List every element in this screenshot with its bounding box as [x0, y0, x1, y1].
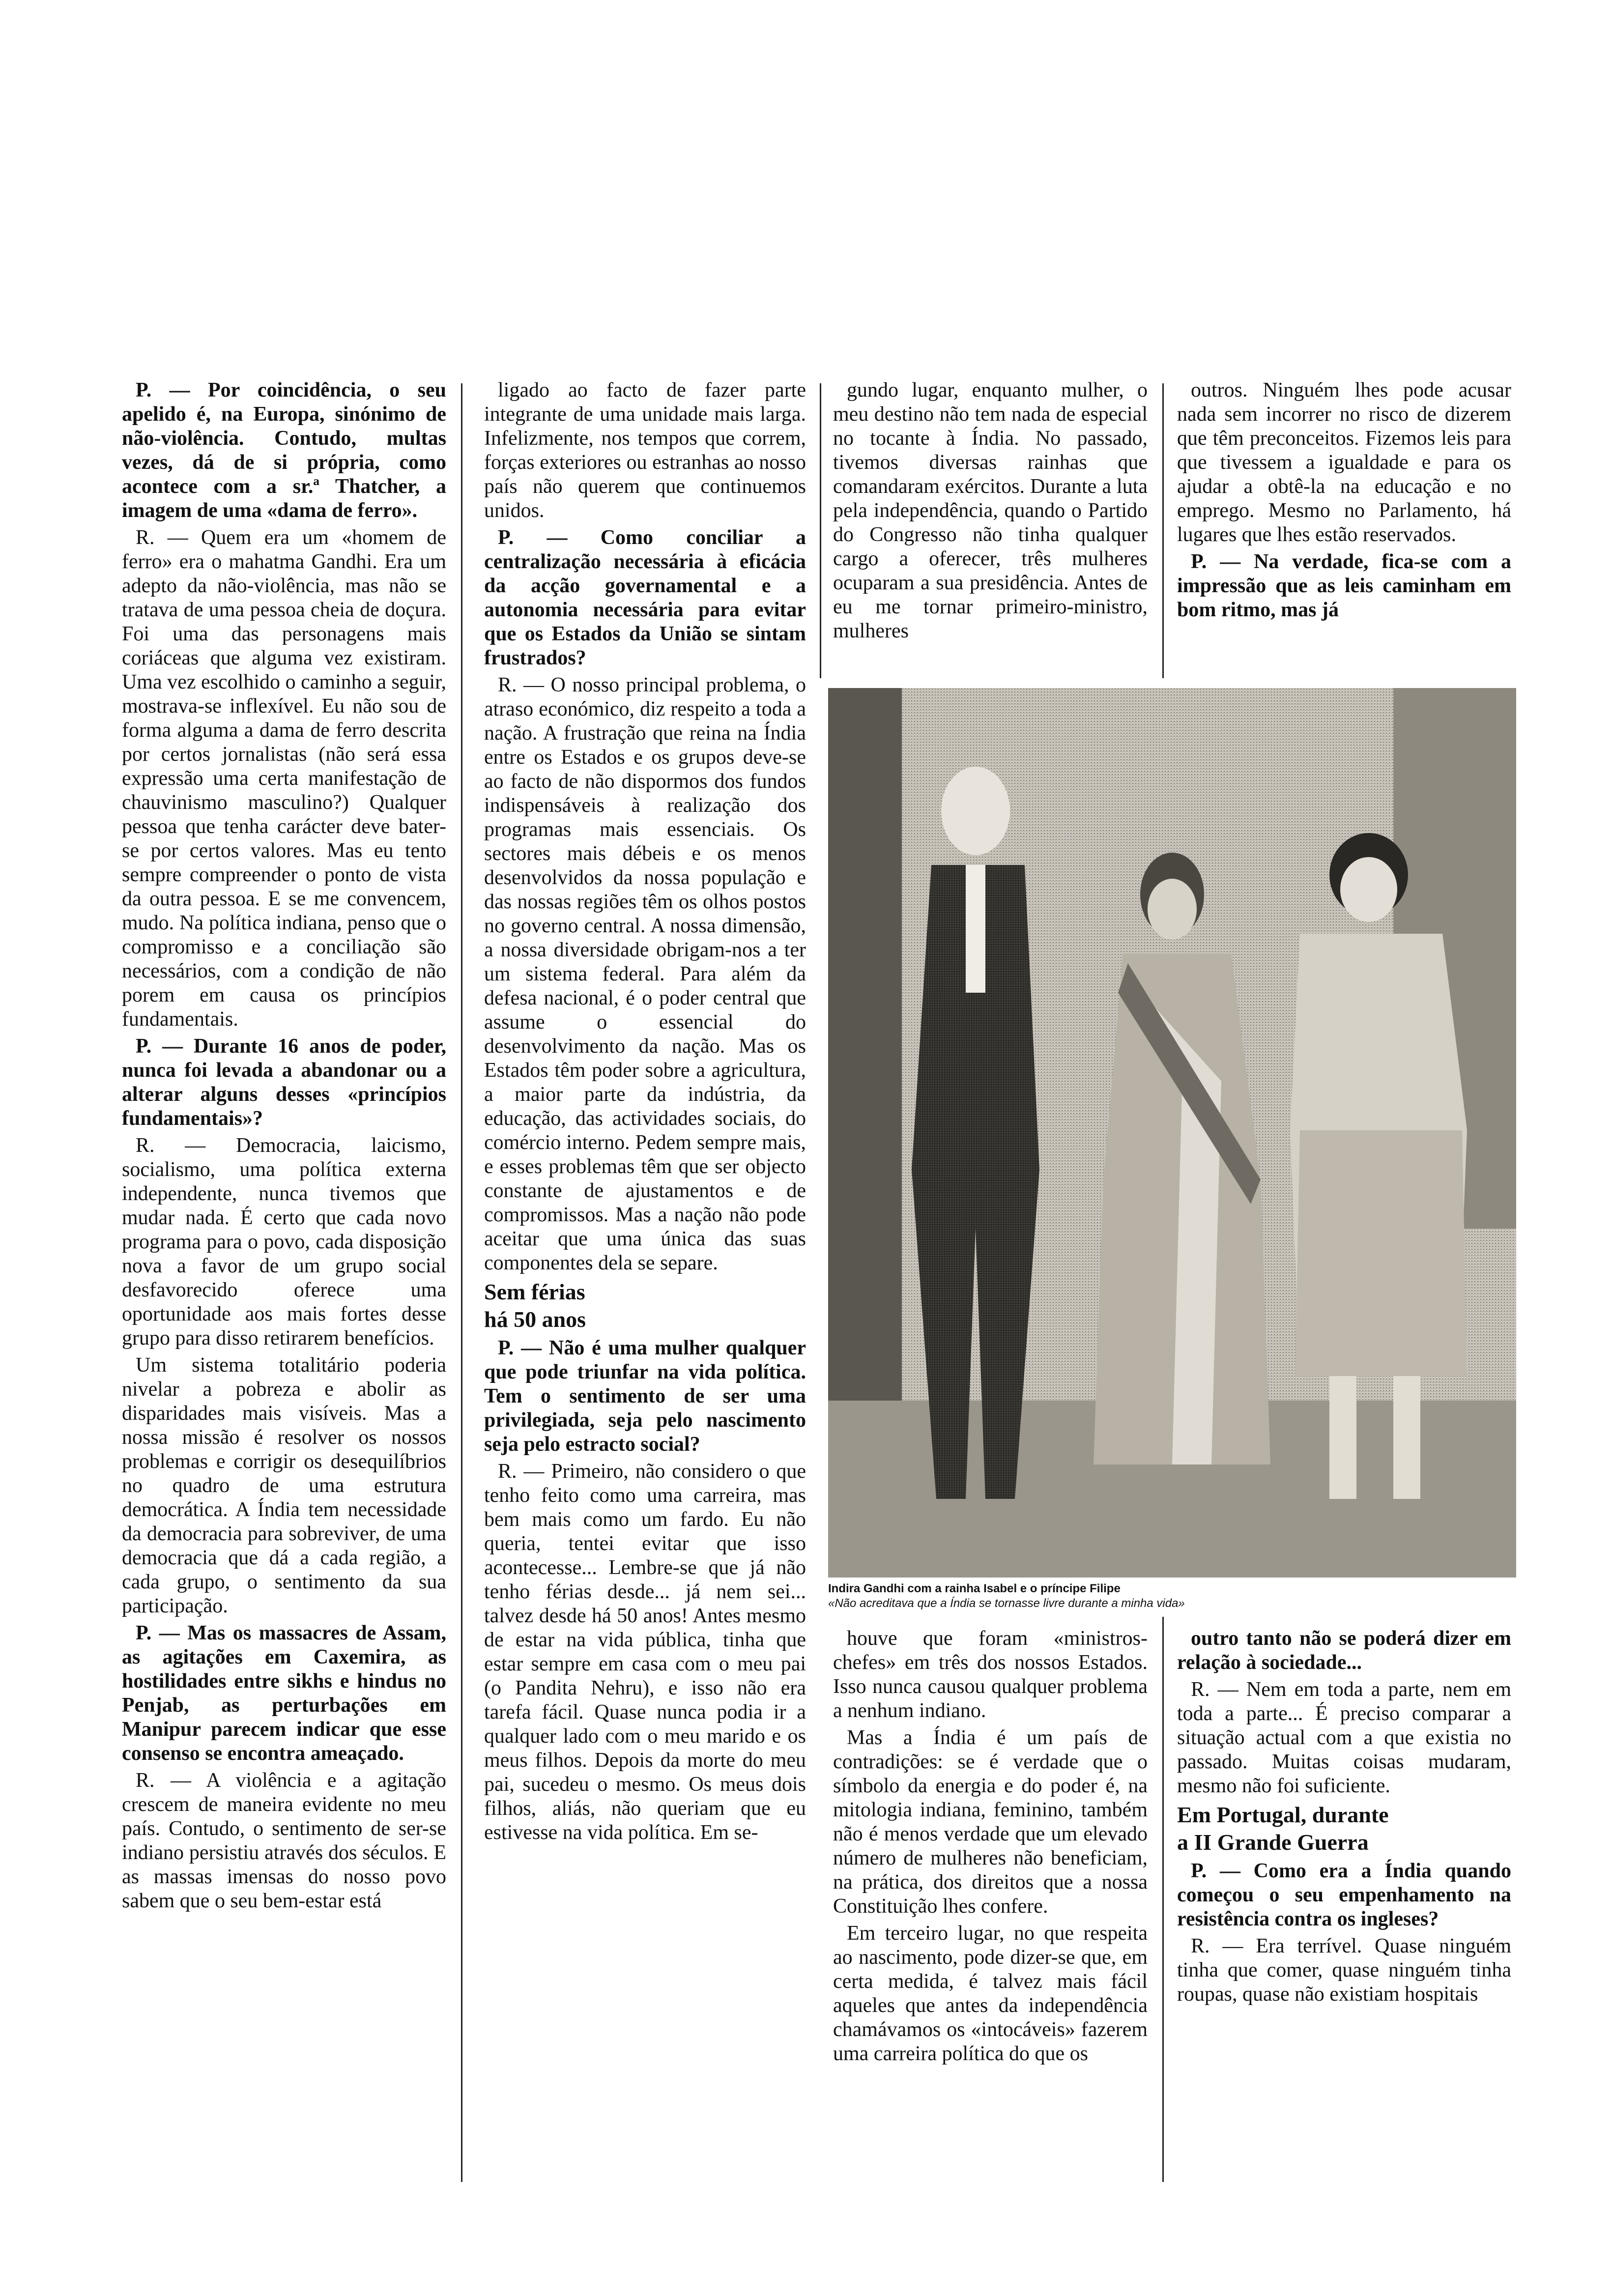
column-rule-2	[820, 383, 821, 678]
answer-paragraph: Um sistema totalitário poderia nivelar a pobreza e abolir as disparidades mais visíveis. Mas a nossa missão é resolver os nossos problemas e corrigir os desequilíbrios no quadro de uma estrutura democrática. A Índia tem necessidade da democracia para sobreviver, de uma democracia que dá a cada região, a cada grupo, o sentimento da sua participação.	[122, 1354, 446, 1617]
answer-paragraph: Mas a Índia é um país de contradições: se é verdade que o símbolo da energia e do poder é, na mitologia indiana, feminino, também não é menos verdade que um elevado número de mulheres não beneficiam, na prática, dos direitos que a nossa Constituição lhes confere.	[833, 1726, 1148, 1918]
article-column-3	[833, 378, 1148, 646]
section-subheading: Em Portugal, durante a II Grande Guerra	[1177, 1802, 1389, 1855]
article-column-4-lower	[1177, 1627, 1511, 2009]
article-column-3-lower	[833, 1627, 1148, 2069]
answer-paragraph: R. — Era terrível. Quase ninguém tinha que comer, quase ninguém tinha roupas, quase não existiam hospitais	[1177, 1935, 1511, 2006]
question-paragraph: outro tanto não se poderá dizer em relação à sociedade...	[1177, 1627, 1511, 1674]
answer-paragraph: R. — O nosso principal problema, o atraso económico, diz respeito a toda a nação. A frustração que reina na Índia entre os Estados e os grupos deve-se ao facto de não dispormos dos fundos indispensáveis à realização dos programas mais essenciais. Os sectores mais débeis e os menos desenvolvidos da nossa população e das nossas regiões têm os olhos postos no governo central. A nossa dimensão, a nossa diversidade obrigam-nos a ter um sistema federal. Para além da defesa nacional, é o poder central que assume o essencial do desenvolvimento da nação. Mas os Estados têm poder sobre a agricultura, a maior parte da indústria, da educação, das actividades sociais, do comércio interno. Pedem sempre mais, e esses problemas têm que ser objecto constante de ajustamentos e de compromissos. Mas a nação não pode aceitar que uma única das suas componentes dela se separe.	[484, 674, 806, 1274]
answer-paragraph: gundo lugar, enquanto mulher, o meu destino não tem nada de especial no tocante à Índia. No passado, tivemos diversas rainhas que comandaram exércitos. Durante a luta pela independência, quando o Partido do Congresso não tinha qualquer cargo a oferecer, três mulheres ocuparam a sua presidência. Antes de eu me tornar primeiro-ministro, mulheres	[833, 379, 1148, 642]
question-paragraph: P. — Na verdade, fica-se com a impressão que as leis caminham em bom ritmo, mas já	[1177, 550, 1511, 621]
caption-line-1: Indira Gandhi com a rainha Isabel e o príncipe Filipe	[828, 1582, 1121, 1595]
article-column-4	[1177, 378, 1511, 625]
article-column-1	[122, 378, 446, 1916]
photo-frame	[828, 688, 1516, 1578]
column-rule-4	[1162, 1617, 1164, 2182]
answer-paragraph: R. — Nem em toda a parte, nem em toda a parte... É preciso comparar a situação actual com a que existia no passado. Muitas coisas mudaram, mesmo não foi suficiente.	[1177, 1678, 1511, 1797]
question-paragraph: P. — Mas os massacres de Assam, as agitações em Caxemira, as hostilidades entre sikhs e hindus no Penjab, as perturbações em Manipur parecem indicar que esse consenso se encontra ameaçado.	[122, 1622, 446, 1765]
answer-paragraph: R. — Quem era um «homem de ferro» era o mahatma Gandhi. Era um adepto da não-violência, mas não se tratava de uma pessoa cheia de doçura. Foi uma das personagens mais coriáceas que alguma vez existiram. Uma vez escolhido o caminho a seguir, mostrava-se inflexível. Eu não sou de forma alguma a dama de ferro descrita por certos jornalistas (não será essa expressão uma certa manifestação de chauvinismo masculino?) Qualquer pessoa que tenha carácter deve bater-se por certos valores. Mas eu tento sempre compreender o ponto de vista da outra pessoa. E se me convencem, mudo. Na política indiana, penso que o compromisso e a conciliação são necessários, com a condição de não porem em causa os princípios fundamentais.	[122, 526, 446, 1031]
answer-paragraph: R. — A violência e a agitação crescem de maneira evidente no meu país. Contudo, o sentimento de ser-se indiano persistiu através dos séculos. E as massas imensas do nosso povo sabem que o seu bem-estar está	[122, 1769, 446, 1912]
answer-paragraph: ligado ao facto de fazer parte integrante de uma unidade mais larga. Infelizmente, nos tempos que correm, forças exteriores ou estranhas ao nosso país não querem que continuemos unidos.	[484, 379, 806, 522]
question-paragraph: P. — Como era a Índia quando começou o seu empenhamento na resistência contra os ingleses?	[1177, 1860, 1511, 1930]
column-rule-3	[1162, 383, 1164, 678]
answer-paragraph: R. — Democracia, laicismo, socialismo, uma política externa independente, nunca tivemos que mudar nada. É certo que cada novo programa para o povo, cada disposição nova a favor de um grupo social desfavorecido oferece uma oportunidade aos mais fortes desse grupo para disso retirarem benefícios.	[122, 1134, 446, 1349]
photo-caption	[828, 1581, 1516, 1611]
photo-indira-gandhi-queen-prince	[828, 688, 1516, 1578]
article-column-2	[484, 378, 806, 1848]
section-subheading: Sem férias há 50 anos	[484, 1279, 586, 1332]
answer-paragraph: Em terceiro lugar, no que respeita ao nascimento, pode dizer-se que, em certa medida, é talvez mais fácil aqueles que antes da independência chamávamos os «intocáveis» fazerem uma carreira política do que os	[833, 1922, 1148, 2065]
question-paragraph: P. — Durante 16 anos de poder, nunca foi levada a abandonar ou a alterar alguns desses «princípios fundamentais»?	[122, 1035, 446, 1130]
answer-paragraph: R. — Primeiro, não considero o que tenho feito como uma carreira, mas bem mais como um fardo. Eu não queria, tentei evitar que isso acontecesse... Lembre-se que já não tenho férias desde... já nem sei... talvez desde há 50 anos! Antes mesmo de estar na vida pública, tinha que estar sempre em casa com o meu pai (o Pandita Nehru), e isso não era tarefa fácil. Quase nunca podia ir a qualquer lado com o meu marido e os meus filhos. Depois da morte do meu pai, sucedeu o mesmo. Os meus dois filhos, aliás, não queriam que eu estivesse na vida política. Em se-	[484, 1460, 806, 1844]
question-paragraph: P. — Por coincidência, o seu apelido é, na Europa, sinónimo de não-violência. Contudo, multas vezes, dá de si própria, como acontece com a sr.ª Thatcher, a imagem de uma «dama de ferro».	[122, 379, 446, 522]
column-rule-1	[461, 383, 462, 2182]
question-paragraph: P. — Como conciliar a centralização necessária à eficácia da acção governamental e a autonomia necessária para evitar que os Estados da União se sintam frustrados?	[484, 526, 806, 669]
question-paragraph: P. — Não é uma mulher qualquer que pode triunfar na vida política. Tem o sentimento de ser uma privilegiada, seja pelo nascimento seja pelo estracto social?	[484, 1337, 806, 1456]
answer-paragraph: houve que foram «ministros-chefes» em três dos nossos Estados. Isso nunca causou qualquer problema a nenhum indiano.	[833, 1627, 1148, 1722]
caption-line-2: «Não acreditava que a Índia se tornasse livre durante a minha vida»	[828, 1597, 1185, 1610]
answer-paragraph: outros. Ninguém lhes pode acusar nada sem incorrer no risco de dizerem que têm preconceitos. Fizemos leis para que tivessem a igualdade e para os ajudar a obtê-la na educação e no emprego. Mesmo no Parlamento, há lugares que lhes estão reservados.	[1177, 379, 1511, 546]
